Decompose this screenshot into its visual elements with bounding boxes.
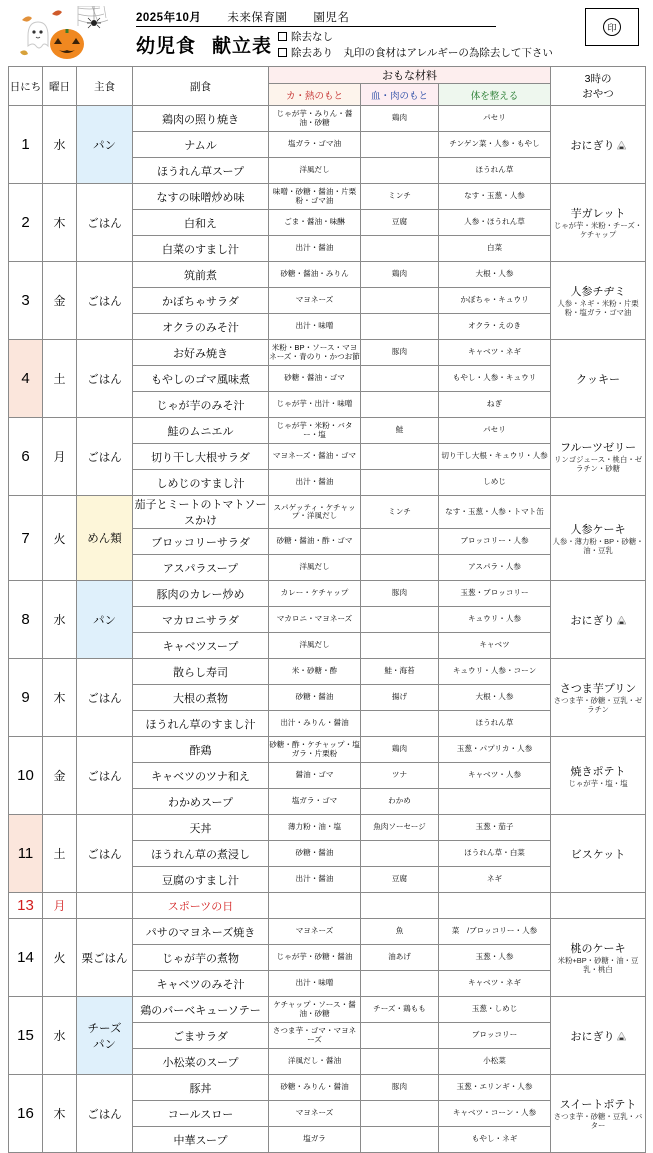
cell-day-of-week: 月	[43, 893, 77, 919]
cell-ingredient-1: 砂糖・みりん・醤油	[269, 1075, 361, 1101]
stamp-seal: 印	[603, 18, 621, 36]
cell-staple-food: ごはん	[77, 262, 133, 340]
cell-snack	[551, 418, 646, 496]
cell-ingredient-2	[361, 971, 439, 997]
cell-ingredient-3: もやし・人参・キュウリ	[439, 366, 551, 392]
cell-ingredient-2	[361, 314, 439, 340]
table-row	[9, 1075, 646, 1101]
cell-side-dish: スポーツの日	[133, 893, 269, 919]
menu-table	[8, 66, 646, 1153]
cell-ingredient-1: 出汁・味噌	[269, 314, 361, 340]
cell-day-of-week: 金	[43, 737, 77, 815]
cell-date: 7	[9, 496, 43, 581]
cell-ingredient-3: パセリ	[439, 106, 551, 132]
snack-name: 人参チヂミ	[570, 286, 626, 299]
cell-snack	[551, 496, 646, 581]
cell-date: 13	[9, 893, 43, 919]
cell-date: 11	[9, 815, 43, 893]
snack-name: スイートポテト	[559, 1099, 637, 1112]
snack-ingredients: 米粉+BP・砂糖・油・豆乳・桃白	[557, 956, 639, 974]
cell-ingredient-3: 人参・ほうれん草	[439, 210, 551, 236]
cell-staple-food: 栗ごはん	[77, 919, 133, 997]
cell-side-dish: 散らし寿司	[133, 659, 269, 685]
child-name-label: 園児名	[313, 12, 350, 24]
cell-snack	[551, 262, 646, 340]
cell-ingredient-1: ケチャップ・ソース・醤油・砂糖	[269, 997, 361, 1023]
cell-ingredient-1: 出汁・醤油	[269, 236, 361, 262]
cell-side-dish: パサのマヨネーズ焼き	[133, 919, 269, 945]
cell-ingredient-3	[439, 789, 551, 815]
cell-ingredient-2	[361, 288, 439, 314]
onigiri-icon	[617, 141, 626, 150]
cell-ingredient-2: 鶏肉	[361, 106, 439, 132]
cell-ingredient-1: 砂糖・酢・ケチャップ・塩ガラ・片栗粉	[269, 737, 361, 763]
cell-ingredient-1: 砂糖・醤油・ゴマ	[269, 366, 361, 392]
cell-snack	[551, 106, 646, 184]
cell-date: 4	[9, 340, 43, 418]
cell-side-dish: 鮭のムニエル	[133, 418, 269, 444]
cell-ingredient-3: キャベツ・ネギ	[439, 340, 551, 366]
snack-ingredients: じゃが芋・米粉・チーズ・ケチャップ	[553, 221, 643, 239]
cell-side-dish: ほうれん草の煮浸し	[133, 841, 269, 867]
cell-side-dish: 鶏のバーベキューソテー	[133, 997, 269, 1023]
table-row	[9, 496, 646, 529]
cell-snack	[551, 184, 646, 262]
cell-ingredient-2	[361, 893, 439, 919]
cell-ingredient-3: 玉葱・しめじ	[439, 997, 551, 1023]
cell-ingredient-3: 玉葱・エリンギ・人参	[439, 1075, 551, 1101]
cell-side-dish: しめじのすまし汁	[133, 470, 269, 496]
cell-ingredient-3: キュウリ・人参	[439, 607, 551, 633]
table-row	[9, 262, 646, 288]
title-part-2: 献立表	[212, 36, 273, 57]
cell-side-dish: キャベツのみそ汁	[133, 971, 269, 997]
col-header-ing-vitamin: 体を整える	[439, 84, 551, 106]
cell-side-dish: お好み焼き	[133, 340, 269, 366]
cell-ingredient-3: オクラ・えのき	[439, 314, 551, 340]
cell-staple-food: ごはん	[77, 340, 133, 418]
snack-name: ビスケット	[570, 848, 626, 861]
cell-ingredient-2	[361, 711, 439, 737]
cell-ingredient-2: 魚肉ソーセージ	[361, 815, 439, 841]
snack-header-line2: おやつ	[582, 88, 614, 100]
cell-ingredient-2	[361, 392, 439, 418]
table-body	[9, 106, 646, 1153]
cell-ingredient-3: ほうれん草	[439, 158, 551, 184]
cell-ingredient-3: キャベツ・コーン・人参	[439, 1101, 551, 1127]
cell-ingredient-2	[361, 158, 439, 184]
cell-date: 15	[9, 997, 43, 1075]
cell-ingredient-3: チンゲン菜・人参・もやし	[439, 132, 551, 158]
cell-day-of-week: 土	[43, 340, 77, 418]
cell-ingredient-2: ツナ	[361, 763, 439, 789]
cell-date: 1	[9, 106, 43, 184]
table-row	[9, 418, 646, 444]
cell-ingredient-3: かぼちゃ・キュウリ	[439, 288, 551, 314]
exclusion-row-yes	[278, 44, 578, 60]
cell-date: 9	[9, 659, 43, 737]
cell-ingredient-1: 塩ガラ	[269, 1127, 361, 1153]
snack-ingredients: さつま芋・砂糖・豆乳・ゼラチン	[553, 696, 643, 714]
cell-side-dish: 豚肉のカレー炒め	[133, 581, 269, 607]
cell-staple-food: ごはん	[77, 184, 133, 262]
table-row	[9, 737, 646, 763]
cell-day-of-week: 木	[43, 1075, 77, 1153]
col-header-side: 副食	[133, 67, 269, 106]
snack-name: 人参ケーキ	[570, 523, 626, 536]
cell-ingredient-2: 油あげ	[361, 945, 439, 971]
cell-staple-food: めん類	[77, 496, 133, 581]
cell-snack	[551, 815, 646, 893]
cell-ingredient-2	[361, 1101, 439, 1127]
cell-side-dish: 白和え	[133, 210, 269, 236]
cell-ingredient-2	[361, 366, 439, 392]
cell-ingredient-3: 玉葱・人参	[439, 945, 551, 971]
cell-staple-food: ごはん	[77, 737, 133, 815]
cell-side-dish: 切り干し大根サラダ	[133, 444, 269, 470]
cell-ingredient-3: ブロッコリー・人参	[439, 529, 551, 555]
table-row	[9, 659, 646, 685]
cell-date: 3	[9, 262, 43, 340]
cell-ingredient-1: 醤油・ゴマ	[269, 763, 361, 789]
snack-name: フルーツゼリー	[559, 442, 637, 455]
col-header-dow: 曜日	[43, 67, 77, 106]
cell-ingredient-1: 出汁・醤油	[269, 867, 361, 893]
cell-ingredient-1: 米粉・BP・ソース・マヨネーズ・青のり・かつお節	[269, 340, 361, 366]
snack-name: おにぎり	[551, 137, 645, 153]
cell-ingredient-2	[361, 444, 439, 470]
cell-ingredient-3: ネギ	[439, 867, 551, 893]
cell-day-of-week: 水	[43, 997, 77, 1075]
cell-ingredient-2: 鮭・海苔	[361, 659, 439, 685]
cell-day-of-week: 水	[43, 581, 77, 659]
cell-ingredient-2	[361, 555, 439, 581]
cell-ingredient-3	[439, 893, 551, 919]
cell-date: 14	[9, 919, 43, 997]
snack-header-line1: 3時の	[584, 73, 612, 85]
cell-ingredient-3: 玉葱・ブロッコリー	[439, 581, 551, 607]
cell-ingredient-1: じゃが芋・米粉・バター・塩	[269, 418, 361, 444]
cell-side-dish: 鶏肉の照り焼き	[133, 106, 269, 132]
cell-ingredient-3: 大根・人参	[439, 685, 551, 711]
cell-day-of-week: 土	[43, 815, 77, 893]
cell-ingredient-3: キュウリ・人参・コーン	[439, 659, 551, 685]
table-row	[9, 893, 646, 919]
cell-side-dish: ブロッコリーサラダ	[133, 529, 269, 555]
cell-ingredient-1: 出汁・醤油	[269, 470, 361, 496]
cell-side-dish: 豆腐のすまし汁	[133, 867, 269, 893]
halloween-decoration-icon	[20, 6, 130, 62]
col-header-snack	[551, 67, 646, 106]
cell-ingredient-1: ごま・醤油・味醂	[269, 210, 361, 236]
cell-staple-food: ごはん	[77, 1075, 133, 1153]
cell-side-dish: かぼちゃサラダ	[133, 288, 269, 314]
cell-ingredient-1: 洋風だし	[269, 158, 361, 184]
cell-ingredient-3: ほうれん草・白菜	[439, 841, 551, 867]
col-header-date: 日にち	[9, 67, 43, 106]
cell-ingredient-3: 白菜	[439, 236, 551, 262]
cell-side-dish: ほうれん草スープ	[133, 158, 269, 184]
cell-day-of-week: 木	[43, 659, 77, 737]
cell-ingredient-2: 鶏肉	[361, 262, 439, 288]
cell-side-dish: じゃが芋の煮物	[133, 945, 269, 971]
cell-snack	[551, 919, 646, 997]
cell-side-dish: ほうれん草のすまし汁	[133, 711, 269, 737]
snack-name: さつま芋プリン	[559, 683, 637, 696]
cell-side-dish: 小松菜のスープ	[133, 1049, 269, 1075]
cell-ingredient-3: ほうれん草	[439, 711, 551, 737]
cell-side-dish: ごまサラダ	[133, 1023, 269, 1049]
cell-staple-food: ごはん	[77, 815, 133, 893]
snack-name: 桃のケーキ	[570, 943, 626, 956]
cell-ingredient-2	[361, 633, 439, 659]
exclusion-notes	[278, 28, 578, 60]
cell-side-dish: 豚丼	[133, 1075, 269, 1101]
cell-ingredient-3: なす・玉葱・人参	[439, 184, 551, 210]
cell-ingredient-3: キャベツ・ネギ	[439, 971, 551, 997]
cell-ingredient-1: マヨネーズ・醤油・ゴマ	[269, 444, 361, 470]
cell-ingredient-1: 砂糖・醤油	[269, 841, 361, 867]
cell-ingredient-1: マカロニ・マヨネーズ	[269, 607, 361, 633]
cell-ingredient-2	[361, 529, 439, 555]
year-month: 2025年10月	[136, 12, 202, 24]
cell-side-dish: なすの味噌炒め味	[133, 184, 269, 210]
cell-side-dish: もやしのゴマ風味煮	[133, 366, 269, 392]
cell-ingredient-2: 豆腐	[361, 210, 439, 236]
cell-ingredient-3: 小松菜	[439, 1049, 551, 1075]
stamp-box	[585, 8, 639, 46]
table-row	[9, 340, 646, 366]
cell-ingredient-3: 玉葱・パプリカ・人参	[439, 737, 551, 763]
cell-ingredient-2: 揚げ	[361, 685, 439, 711]
table-row	[9, 184, 646, 210]
cell-day-of-week: 火	[43, 496, 77, 581]
table-row	[9, 919, 646, 945]
cell-ingredient-2	[361, 841, 439, 867]
cell-ingredient-3: キャベツ	[439, 633, 551, 659]
snack-ingredients: さつま芋・砂糖・豆乳・バター	[553, 1112, 643, 1130]
cell-ingredient-2	[361, 1023, 439, 1049]
cell-ingredient-1: マヨネーズ	[269, 288, 361, 314]
cell-side-dish: 筑前煮	[133, 262, 269, 288]
cell-ingredient-2: わかめ	[361, 789, 439, 815]
cell-day-of-week: 木	[43, 184, 77, 262]
cell-snack	[551, 893, 646, 919]
cell-ingredient-2: 豚肉	[361, 581, 439, 607]
cell-ingredient-2	[361, 1127, 439, 1153]
cell-snack	[551, 1075, 646, 1153]
cell-snack	[551, 581, 646, 659]
cell-day-of-week: 月	[43, 418, 77, 496]
col-header-ing-protein: 血・肉のもと	[361, 84, 439, 106]
cell-ingredient-1: カレー・ケチャップ	[269, 581, 361, 607]
cell-side-dish: アスパラスープ	[133, 555, 269, 581]
cell-ingredient-3: もやし・ネギ	[439, 1127, 551, 1153]
cell-ingredient-3: キャベツ・人参	[439, 763, 551, 789]
cell-side-dish: ナムル	[133, 132, 269, 158]
cell-ingredient-2: 豚肉	[361, 1075, 439, 1101]
pumpkin-icon	[50, 29, 84, 59]
cell-day-of-week: 火	[43, 919, 77, 997]
cell-date: 6	[9, 418, 43, 496]
cell-snack	[551, 340, 646, 418]
cell-ingredient-1: じゃが芋・砂糖・醤油	[269, 945, 361, 971]
cell-ingredient-2: ミンチ	[361, 184, 439, 210]
cell-ingredient-1: 塩ガラ・ゴマ	[269, 789, 361, 815]
cell-ingredient-2: 魚	[361, 919, 439, 945]
onigiri-icon	[617, 1032, 626, 1041]
checkbox-has-exclusion[interactable]	[278, 48, 287, 57]
cell-side-dish: 酢鶏	[133, 737, 269, 763]
cell-day-of-week: 金	[43, 262, 77, 340]
cell-ingredient-3: 大根・人参	[439, 262, 551, 288]
snack-ingredients: 人参・薄力粉・BP・砂糖・油・豆乳	[552, 536, 644, 555]
cell-side-dish: 白菜のすまし汁	[133, 236, 269, 262]
cell-ingredient-3: 切り干し大根・キュウリ・人参	[439, 444, 551, 470]
cell-ingredient-3: アスパラ・人参	[439, 555, 551, 581]
table-row	[9, 581, 646, 607]
onigiri-icon	[617, 616, 626, 625]
cell-side-dish: マカロニサラダ	[133, 607, 269, 633]
cell-ingredient-2	[361, 470, 439, 496]
cell-ingredient-2	[361, 236, 439, 262]
cell-ingredient-1: 塩ガラ・ゴマ油	[269, 132, 361, 158]
cell-day-of-week: 水	[43, 106, 77, 184]
table-row	[9, 997, 646, 1023]
cell-ingredient-3: パセリ	[439, 418, 551, 444]
cell-ingredient-1: 米・砂糖・酢	[269, 659, 361, 685]
cell-side-dish: 天丼	[133, 815, 269, 841]
center-name: 未来保育園	[227, 12, 288, 24]
cell-ingredient-1: 出汁・みりん・醤油	[269, 711, 361, 737]
cell-ingredient-2: 豚肉	[361, 340, 439, 366]
cell-ingredient-2	[361, 1049, 439, 1075]
cell-ingredient-1: じゃが芋・出汁・味噌	[269, 392, 361, 418]
col-header-ingredients: おもな材料	[269, 67, 551, 84]
cell-side-dish: キャベツのツナ和え	[133, 763, 269, 789]
snack-ingredients: 人参・ネギ・米粉・片栗粉・塩ガラ・ゴマ油	[557, 299, 639, 317]
cell-staple-food	[77, 893, 133, 919]
snack-name: 焼きポテト	[570, 765, 626, 778]
snack-name: 芋ガレット	[570, 208, 626, 221]
cell-date: 16	[9, 1075, 43, 1153]
cell-side-dish: コールスロー	[133, 1101, 269, 1127]
cell-snack	[551, 997, 646, 1075]
cell-ingredient-3: 菜 /ブロッコリー・人参	[439, 919, 551, 945]
cell-ingredient-1: スパゲッティ・ケチャップ・洋風だし	[269, 496, 361, 529]
cell-ingredient-2	[361, 607, 439, 633]
cell-snack	[551, 737, 646, 815]
cell-ingredient-3: 玉葱・茄子	[439, 815, 551, 841]
cell-ingredient-1: 味噌・砂糖・醤油・片栗粉・ゴマ油	[269, 184, 361, 210]
cell-ingredient-1: 洋風だし	[269, 633, 361, 659]
cell-date: 2	[9, 184, 43, 262]
cell-staple-food: パン	[77, 106, 133, 184]
cell-side-dish: じゃが芋のみそ汁	[133, 392, 269, 418]
cell-ingredient-2	[361, 132, 439, 158]
cell-ingredient-1: 砂糖・醤油・酢・ゴマ	[269, 529, 361, 555]
cell-ingredient-1: マヨネーズ	[269, 919, 361, 945]
cell-staple-food: ごはん	[77, 418, 133, 496]
cell-ingredient-2: ミンチ	[361, 496, 439, 529]
title-part-1: 幼児食	[136, 36, 197, 57]
cell-ingredient-1: 砂糖・醤油・みりん	[269, 262, 361, 288]
ghost-icon	[28, 22, 48, 48]
table-head	[9, 67, 646, 106]
exclusion-row-none	[278, 28, 578, 44]
table-row	[9, 815, 646, 841]
cell-side-dish: わかめスープ	[133, 789, 269, 815]
cell-ingredient-3: なす・玉葱・人参・トマト缶	[439, 496, 551, 529]
cell-ingredient-1: 薄力粉・油・塩	[269, 815, 361, 841]
cell-staple-food: ごはん	[77, 659, 133, 737]
cell-ingredient-1: さつま芋・ゴマ・マヨネーズ	[269, 1023, 361, 1049]
checkbox-no-exclusion[interactable]	[278, 32, 287, 41]
cell-side-dish: 中華スープ	[133, 1127, 269, 1153]
cell-date: 8	[9, 581, 43, 659]
cell-ingredient-1: 出汁・味噌	[269, 971, 361, 997]
snack-name: おにぎり	[551, 612, 645, 628]
cell-ingredient-1	[269, 893, 361, 919]
col-header-main: 主食	[77, 67, 133, 106]
cell-ingredient-1: じゃが芋・みりん・醤油・砂糖	[269, 106, 361, 132]
cell-ingredient-3: ブロッコリー	[439, 1023, 551, 1049]
page-header	[8, 6, 645, 64]
cell-side-dish: 茄子とミートのトマトソースかけ	[133, 496, 269, 529]
snack-ingredients: じゃが芋・塩・塩	[568, 778, 628, 788]
cell-ingredient-1: 洋風だし・醤油	[269, 1049, 361, 1075]
cell-date: 10	[9, 737, 43, 815]
cell-side-dish: オクラのみそ汁	[133, 314, 269, 340]
cell-snack	[551, 659, 646, 737]
cell-ingredient-3: しめじ	[439, 470, 551, 496]
exclusion-yes-label: 除去あり 丸印の食材はアレルギーの為除去して下さい	[291, 46, 553, 59]
cell-staple-food: チーズ パン	[77, 997, 133, 1075]
snack-name: クッキー	[576, 373, 621, 386]
header-line-1	[136, 9, 496, 27]
snack-ingredients: リンゴジュース・桃白・ゼラチン・砂糖	[553, 455, 643, 473]
snack-name: おにぎり	[551, 1028, 645, 1044]
cell-ingredient-2: 豆腐	[361, 867, 439, 893]
cell-ingredient-1: 洋風だし	[269, 555, 361, 581]
cell-ingredient-2: 鶏肉	[361, 737, 439, 763]
cell-staple-food: パン	[77, 581, 133, 659]
table-row	[9, 106, 646, 132]
cell-ingredient-2: チーズ・鶏もも	[361, 997, 439, 1023]
cell-ingredient-1: 砂糖・醤油	[269, 685, 361, 711]
exclusion-none-label: 除去なし	[291, 30, 333, 43]
cell-side-dish: キャベツスープ	[133, 633, 269, 659]
cell-ingredient-3: ねぎ	[439, 392, 551, 418]
col-header-ing-energy: カ・熱のもと	[269, 84, 361, 106]
cell-side-dish: 大根の煮物	[133, 685, 269, 711]
cell-ingredient-2: 鮭	[361, 418, 439, 444]
cell-ingredient-1: マヨネーズ	[269, 1101, 361, 1127]
